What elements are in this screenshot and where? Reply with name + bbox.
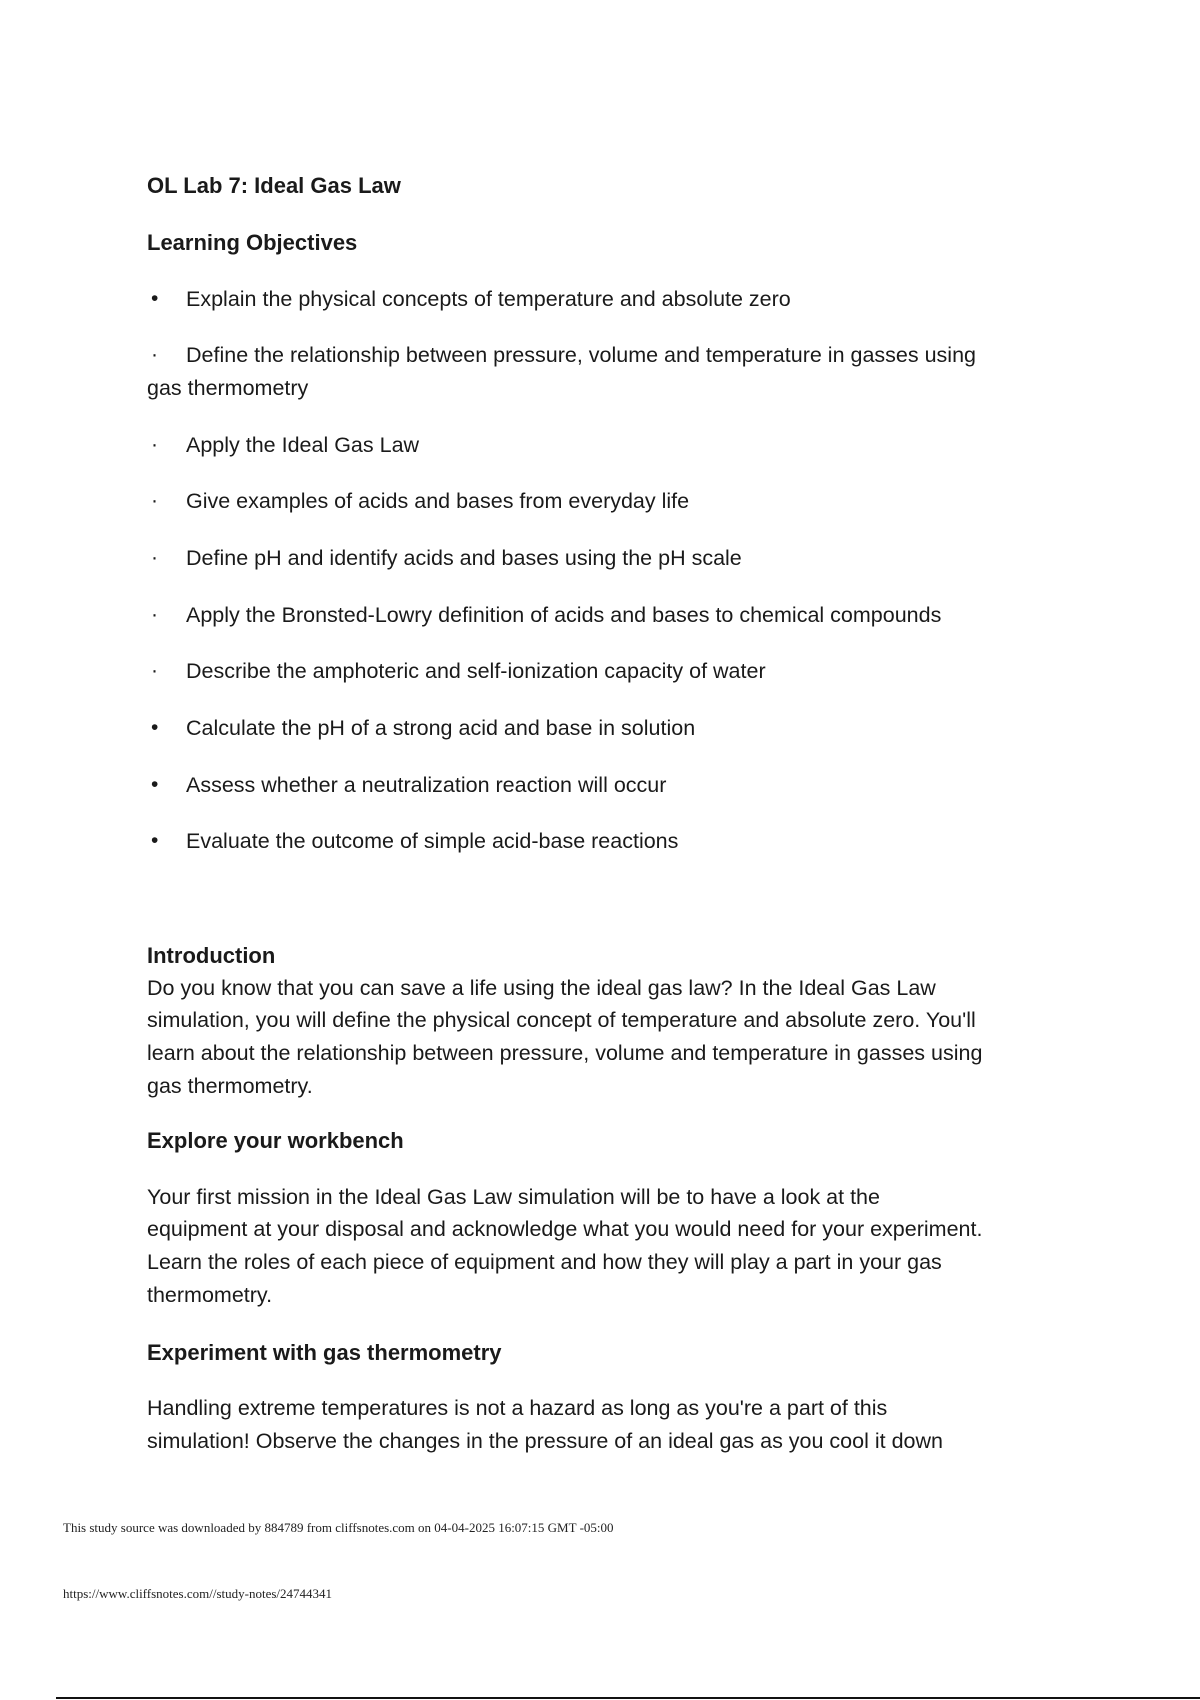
objective-item: Explain the physical concepts of temperature and absolute zero <box>186 287 791 311</box>
experiment-line: Handling extreme temperatures is not a hazard as long as you're a part of this <box>147 1396 888 1420</box>
introduction-line: simulation, you will define the physical concept of temperature and absolute zero. You'll <box>147 1008 976 1032</box>
objective-item: Define the relationship between pressure, volume and temperature in gasses using <box>186 343 976 367</box>
objective-item: Describe the amphoteric and self-ionization capacity of water <box>186 659 766 683</box>
introduction-heading: Introduction <box>147 943 276 968</box>
workbench-line: Learn the roles of each piece of equipment and how they will play a part in your gas <box>147 1250 942 1274</box>
bullet: • <box>151 287 159 310</box>
bullet: · <box>151 343 158 366</box>
objectives-heading: Learning Objectives <box>147 230 358 255</box>
source-url[interactable]: https://www.cliffsnotes.com//study-notes/24744341 <box>63 1586 333 1601</box>
bullet: • <box>151 716 159 739</box>
bullet: · <box>151 546 158 569</box>
objective-item-continued: gas thermometry <box>147 376 309 400</box>
page-divider <box>56 1697 1200 1699</box>
workbench-line: thermometry. <box>147 1283 273 1307</box>
workbench-line: equipment at your disposal and acknowledge what you would need for your experiment. <box>147 1217 983 1241</box>
objective-item: Calculate the pH of a strong acid and base in solution <box>186 716 696 740</box>
objective-item: Apply the Bronsted-Lowry definition of acids and bases to chemical compounds <box>186 603 942 627</box>
introduction-line: Do you know that you can save a life using the ideal gas law? In the Ideal Gas Law <box>147 976 936 1000</box>
bullet: · <box>151 659 158 682</box>
bullet: • <box>151 773 159 796</box>
bullet: · <box>151 489 158 512</box>
experiment-heading: Experiment with gas thermometry <box>147 1340 502 1365</box>
introduction-line: learn about the relationship between pressure, volume and temperature in gasses using <box>147 1041 983 1065</box>
workbench-heading: Explore your workbench <box>147 1128 404 1153</box>
bullet: · <box>151 603 158 626</box>
objective-item: Assess whether a neutralization reaction will occur <box>186 773 667 797</box>
bullet: · <box>151 433 158 456</box>
objective-item: Give examples of acids and bases from everyday life <box>186 489 690 513</box>
introduction-line: gas thermometry. <box>147 1074 313 1098</box>
experiment-line: simulation! Observe the changes in the pressure of an ideal gas as you cool it down <box>147 1429 943 1453</box>
objective-item: Evaluate the outcome of simple acid-base reactions <box>186 829 679 853</box>
bullet: • <box>151 829 159 852</box>
objective-item: Apply the Ideal Gas Law <box>186 433 420 457</box>
download-note: This study source was downloaded by 884789 from cliffsnotes.com on 04-04-2025 16:07:15 GMT -05:00 <box>63 1520 614 1535</box>
objective-item: Define pH and identify acids and bases using the pH scale <box>186 546 742 570</box>
document-title: OL Lab 7: Ideal Gas Law <box>147 173 401 198</box>
workbench-line: Your first mission in the Ideal Gas Law simulation will be to have a look at the <box>147 1185 880 1209</box>
